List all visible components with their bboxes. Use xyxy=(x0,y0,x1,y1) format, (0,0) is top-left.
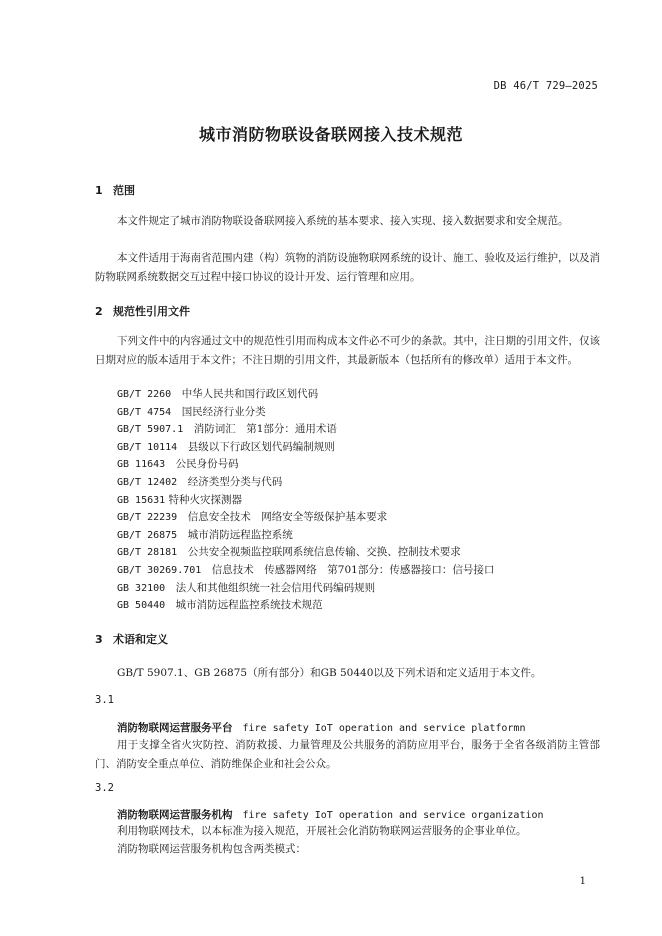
reference-title: 消防词汇 第1部分：通用术语 xyxy=(193,423,337,436)
reference-title: 特种火灾探测器 xyxy=(168,493,243,506)
reference-title: 法人和其他组织统一社会信用代码编码规则 xyxy=(175,581,376,594)
term-entry xyxy=(117,720,525,735)
section-title: 规范性引用文件 xyxy=(113,305,190,318)
reference-title: 公民身份号码 xyxy=(175,458,239,471)
section-1-paragraph-1: 本文件规定了城市消防物联设备联网接入系统的基本要求、接入实现、接入数据要求和安全规范。 xyxy=(117,215,569,227)
term-number: 3.1 xyxy=(95,694,114,706)
reference-item xyxy=(117,597,494,615)
reference-code: GB/T 4754 xyxy=(117,406,172,418)
term-definition: 消防物联网运营服务机构包含两类模式： xyxy=(117,843,306,855)
reference-item xyxy=(117,527,494,545)
term-entry xyxy=(117,807,544,822)
reference-title: 中华人民共和国行政区划代码 xyxy=(181,388,319,400)
reference-item xyxy=(117,456,494,474)
reference-item xyxy=(117,386,494,404)
reference-code: GB 15631 xyxy=(117,494,166,506)
document-code: DB 46/T 729—2025 xyxy=(493,80,598,92)
reference-title: 信息技术 传感器网络 第701部分：传感器接口：信号接口 xyxy=(211,563,495,576)
reference-list xyxy=(117,386,494,615)
term-chinese: 消防物联网运营服务机构 xyxy=(117,809,233,821)
reference-title: 城市消防远程监控系统技术规范 xyxy=(175,599,323,612)
section-3-heading xyxy=(95,631,168,647)
reference-item xyxy=(117,421,494,439)
reference-item xyxy=(117,439,494,457)
page-number: 1 xyxy=(579,876,586,887)
reference-title: 经济类型分类与代码 xyxy=(187,475,283,488)
reference-title: 信息安全技术 网络安全等级保护基本要求 xyxy=(187,511,388,524)
reference-code: GB 32100 xyxy=(117,582,166,594)
section-number: 1 xyxy=(95,184,103,197)
term-english: fire safety IoT operation and service organization xyxy=(242,810,544,821)
reference-title: 国民经济行业分类 xyxy=(181,405,266,418)
reference-item xyxy=(117,544,494,562)
reference-item xyxy=(117,492,494,510)
reference-title: 县级以下行政区划代码编制规则 xyxy=(187,440,335,453)
section-2-intro: 下列文件中的内容通过文中的规范性引用而构成本文件必不可少的条款。其中，注日期的引用文件，仅该日期对应的版本适用于本文件；不注日期的引用文件，其最新版本（包括所有的修改单）适用于本文件。 xyxy=(95,335,600,366)
section-1-paragraph-2: 本文件适用于海南省范围内建（构）筑物的消防设施物联网系统的设计、施工、验收及运行维护，以及消防物联网系统数据交互过程中接口协议的设计开发、运行管理和应用。 xyxy=(95,252,600,283)
term-definition: 利用物联网技术，以本标准为接入规范，开展社会化消防物联网运营服务的企事业单位。 xyxy=(117,825,527,837)
reference-title: 城市消防远程监控系统 xyxy=(187,528,293,541)
reference-code: GB/T 12402 xyxy=(117,476,178,488)
reference-code: GB/T 22239 xyxy=(117,512,178,524)
reference-code: GB/T 30269.701 xyxy=(117,564,202,576)
reference-item xyxy=(117,509,494,527)
reference-code: GB/T 28181 xyxy=(117,547,178,559)
reference-code: GB 11643 xyxy=(117,459,166,471)
section-number: 2 xyxy=(95,305,103,318)
document-title: 城市消防物联设备联网接入技术规范 xyxy=(198,125,463,144)
reference-code: GB/T 26875 xyxy=(117,529,178,541)
reference-item xyxy=(117,580,494,598)
section-title: 范围 xyxy=(113,184,135,197)
section-1-heading xyxy=(95,182,135,198)
term-number: 3.2 xyxy=(95,782,114,794)
reference-code: GB 50440 xyxy=(117,600,166,612)
reference-code: GB/T 5907.1 xyxy=(117,424,184,436)
section-2-heading xyxy=(95,303,190,319)
section-number: 3 xyxy=(95,633,103,646)
reference-item xyxy=(117,562,494,580)
reference-code: GB/T 10114 xyxy=(117,441,178,453)
reference-code: GB/T 2260 xyxy=(117,389,172,400)
reference-title: 公共安全视频监控联网系统信息传输、交换、控制技术要求 xyxy=(187,546,461,559)
reference-item xyxy=(117,404,494,422)
section-title: 术语和定义 xyxy=(113,633,168,646)
term-english: fire safety IoT operation and service platformn xyxy=(242,723,526,734)
term-chinese: 消防物联网运营服务平台 xyxy=(117,722,233,734)
reference-item xyxy=(117,474,494,492)
section-3-intro: GB/T 5907.1、GB 26875（所有部分）和GB 50440以及下列术语和定义适用于本文件。 xyxy=(117,667,542,679)
term-definition: 用于支撑全省火灾防控、消防救援、力量管理及公共服务的消防应用平台，服务于全省各级消防主管部门、消防安全重点单位、消防维保企业和社会公众。 xyxy=(95,739,600,770)
